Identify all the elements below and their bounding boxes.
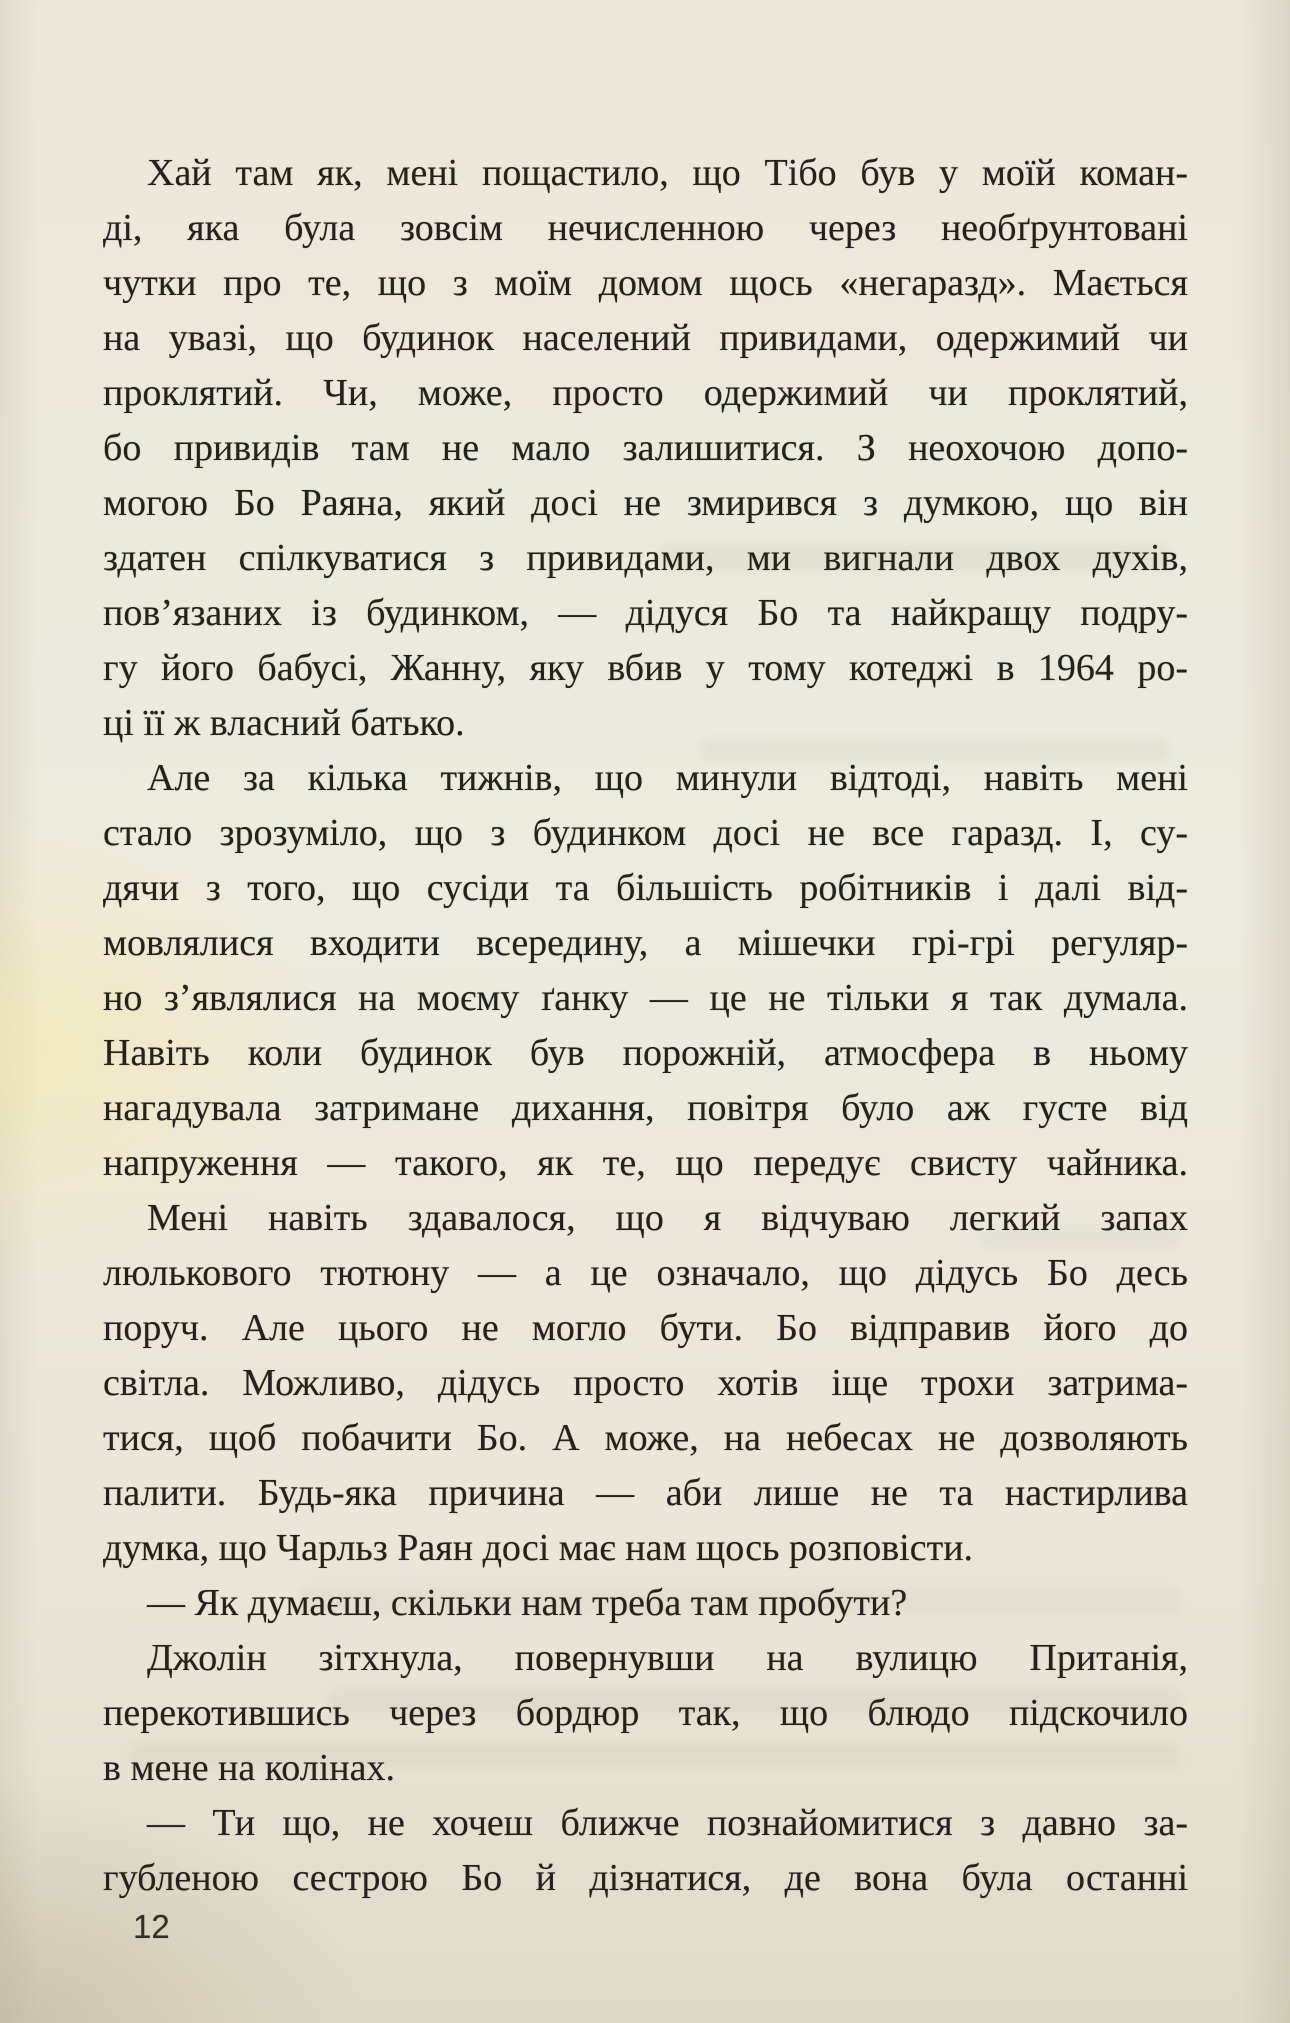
text-line: тися, щоб побачити Бо. А може, на небесах не дозволяють — [103, 1417, 1188, 1459]
text-line: пов’язаних із будинком, — дідуся Бо та найкращу подру- — [103, 592, 1188, 634]
text-line: Навіть коли будинок був порожній, атмосфера в ньому — [103, 1032, 1188, 1074]
text-line: — Як думаєш, скільки нам треба там пробути? — [147, 1582, 908, 1624]
text-line: перекотившись через бордюр так, що блюдо підскочило — [103, 1692, 1188, 1734]
text-line: но з’являлися на моєму ґанку — це не тільки я так думала. — [103, 977, 1188, 1019]
text-line: мовлялися входити всередину, а мішечки грі-грі регуляр- — [103, 922, 1188, 964]
text-line: палити. Будь-яка причина — аби лише не та настирлива — [103, 1472, 1188, 1514]
paragraph — [103, 1631, 1188, 1796]
text-line: люлькового тютюну — а це означало, що дідусь Бо десь — [103, 1252, 1188, 1294]
text-line: світла. Можливо, дідусь просто хотів іще трохи затрима- — [103, 1362, 1188, 1404]
paragraph — [103, 146, 1188, 751]
text-line: ді, яка була зовсім нечисленною через необґрунтовані — [103, 207, 1188, 249]
paragraph — [103, 1576, 1188, 1631]
text-line: губленою сестрою Бо й дізнатися, де вона була останні — [103, 1857, 1188, 1899]
text-line: в мене на колінах. — [103, 1747, 396, 1789]
text-block — [103, 146, 1188, 1906]
text-line: поруч. Але цього не могло бути. Бо відправив його до — [103, 1307, 1188, 1349]
paragraph — [103, 1191, 1188, 1576]
text-line: на увазі, що будинок населений привидами, одержимий чи — [103, 317, 1188, 359]
text-line: думка, що Чарльз Раян досі має нам щось розповісти. — [103, 1527, 974, 1569]
text-line: проклятий. Чи, може, просто одержимий чи проклятий, — [103, 372, 1188, 414]
text-line: бо привидів там не мало залишитися. З неохочою допо- — [103, 427, 1188, 469]
text-line: могою Бо Раяна, який досі не змирився з думкою, що він — [103, 482, 1188, 524]
text-line: стало зрозуміло, що з будинком досі не все гаразд. І, су- — [103, 812, 1188, 854]
text-line: Джолін зітхнула, повернувши на вулицю Пританія, — [147, 1637, 1188, 1679]
text-line: Мені навіть здавалося, що я відчуваю легкий запах — [147, 1197, 1188, 1239]
paragraph — [103, 1796, 1188, 1906]
text-line: гу його бабусі, Жанну, яку вбив у тому котеджі в 1964 ро- — [103, 647, 1188, 689]
text-line: чутки про те, що з моїм домом щось «негаразд». Мається — [103, 262, 1188, 304]
text-line: ці її ж власний батько. — [103, 702, 465, 744]
text-line: напруження — такого, як те, що передує свисту чайника. — [103, 1142, 1188, 1184]
paragraph — [103, 751, 1188, 1191]
text-line: Хай там як, мені пощастило, що Тібо був у моїй коман- — [147, 152, 1188, 194]
text-line: — Ти що, не хочеш ближче познайомитися з давно за- — [147, 1802, 1188, 1844]
text-line: Але за кілька тижнів, що минули відтоді, навіть мені — [147, 757, 1188, 799]
text-line: нагадувала затримане дихання, повітря було аж густе від — [103, 1087, 1188, 1129]
text-line: дячи з того, що сусіди та більшість робітників і далі від- — [103, 867, 1188, 909]
page-number: 12 — [133, 1908, 170, 1945]
text-line: здатен спілкуватися з привидами, ми вигнали двох духів, — [103, 537, 1188, 579]
